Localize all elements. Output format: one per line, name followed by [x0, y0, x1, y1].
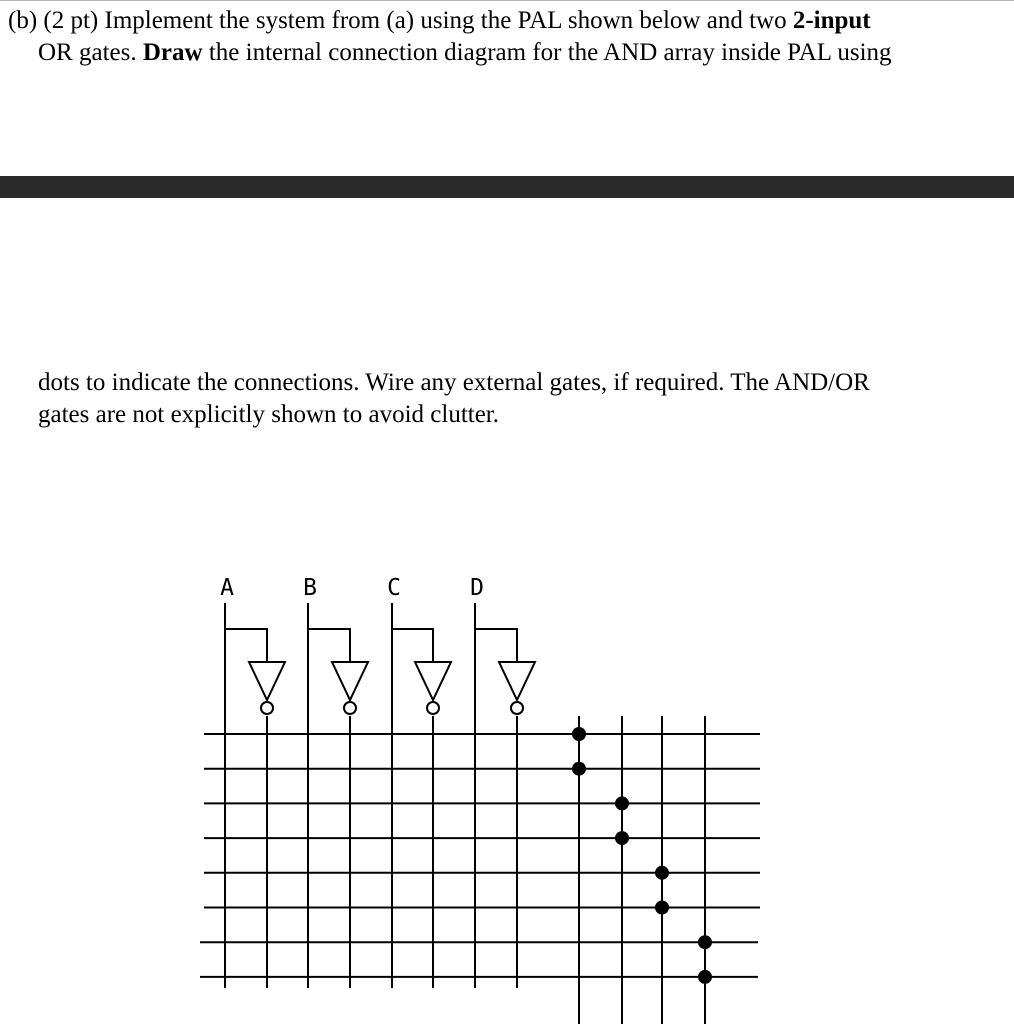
top-border [0, 0, 1014, 1]
question-line-2: OR gates. Draw the internal connection diagram for the AND array inside PAL using [38, 39, 892, 66]
inverter-a-icon [249, 662, 285, 700]
inverter-bubble-a [261, 702, 273, 714]
emphasis-draw: Draw [142, 39, 203, 66]
inverter-bubble-b [344, 702, 356, 714]
connection-dot-6 [655, 901, 669, 915]
inverter-bubble-c [427, 702, 439, 714]
question-line-3: dots to indicate the connections. Wire any external gates, if required. The AND/OR [38, 369, 870, 396]
connection-dot-3 [615, 796, 629, 810]
inverter-tap-d [475, 629, 517, 662]
inverter-tap-b [308, 629, 350, 662]
connection-dot-4 [615, 831, 629, 845]
inverter-c-icon [415, 662, 451, 700]
input-label-d: D [470, 575, 484, 601]
connection-dot-7 [698, 935, 712, 949]
input-label-c: C [387, 575, 401, 601]
connection-dot-2 [572, 762, 586, 776]
inverter-tap-a [225, 629, 267, 662]
inverter-d-icon [499, 662, 535, 700]
inverter-b-icon [332, 662, 368, 700]
connection-dot-1 [572, 727, 586, 741]
input-label-a: A [220, 575, 234, 601]
inverter-tap-c [392, 629, 433, 662]
input-label-b: B [303, 575, 317, 601]
page-divider-bar [0, 176, 1014, 198]
pal-diagram [0, 560, 1014, 1024]
question-line-4: gates are not explicitly shown to avoid clutter. [38, 401, 499, 428]
inverter-bubble-d [511, 702, 523, 714]
connection-dot-8 [698, 970, 712, 984]
emphasis-2-input: 2-input [792, 7, 871, 34]
connection-dot-5 [655, 866, 669, 880]
question-line-1: (b) (2 pt) Implement the system from (a) using the PAL shown below and two 2-input [8, 7, 871, 34]
